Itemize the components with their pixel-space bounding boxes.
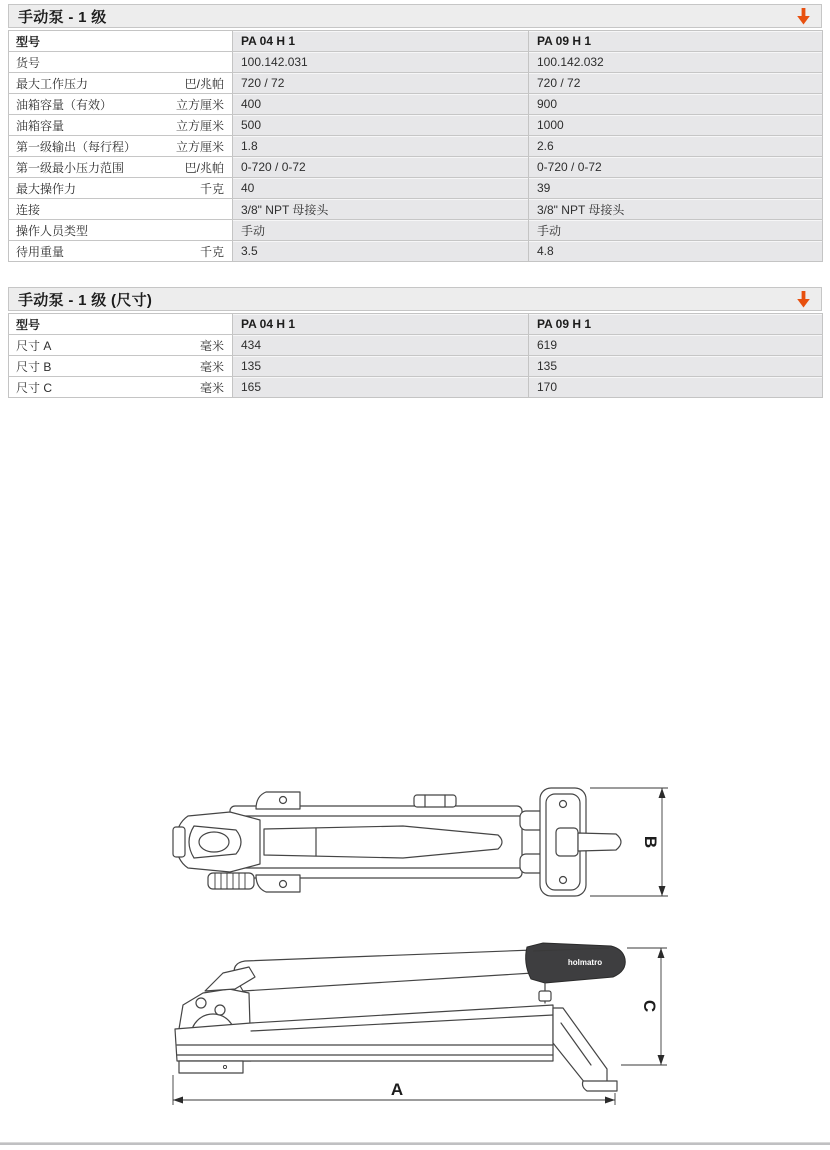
page-bottom-rule (0, 1142, 830, 1145)
table-row (9, 157, 823, 178)
section-header (8, 4, 822, 28)
table-header-row (9, 314, 823, 335)
row-value: 1.8 (233, 136, 529, 157)
row-label: 货号 (16, 55, 41, 70)
row-label: 连接 (16, 202, 41, 217)
dimension-c-label: C (640, 999, 659, 1013)
row-unit: 千克 (199, 244, 224, 259)
table-row (9, 73, 823, 94)
dimensions-table-section (8, 287, 822, 398)
row-label: 油箱容量 (16, 118, 65, 133)
row-label: 尺寸 B (16, 359, 52, 374)
section-title: 手动泵 - 1 级 (18, 8, 107, 26)
row-value: 3.5 (233, 241, 529, 262)
row-value: 手动 (529, 220, 823, 241)
brand-label: holmatro (567, 958, 603, 967)
table-row (9, 356, 823, 377)
pump-side-view-drawing (165, 933, 685, 1123)
row-unit: 毫米 (199, 338, 224, 353)
row-value: 3/8" NPT 母接头 (233, 199, 529, 220)
column-header-pa04: PA 04 H 1 (233, 31, 529, 52)
row-value: 500 (233, 115, 529, 136)
row-value: 0-720 / 0-72 (233, 157, 529, 178)
row-label: 尺寸 A (16, 338, 52, 353)
row-value: 4.8 (529, 241, 823, 262)
row-label: 第一级最小压力范围 (16, 160, 125, 175)
row-value: 3/8" NPT 母接头 (529, 199, 823, 220)
row-unit: 巴/兆帕 (184, 76, 224, 91)
download-arrow-icon[interactable] (796, 7, 811, 26)
row-value: 165 (233, 377, 529, 398)
spec-table (8, 30, 823, 262)
row-unit: 毫米 (199, 380, 224, 395)
table-row (9, 335, 823, 356)
table-row (9, 220, 823, 241)
dimension-a-label: A (390, 1080, 404, 1099)
table-row (9, 52, 823, 73)
row-value: 434 (233, 335, 529, 356)
section-title: 手动泵 - 1 级 (尺寸) (18, 291, 153, 309)
row-unit: 毫米 (199, 359, 224, 374)
row-unit: 立方厘米 (175, 139, 224, 154)
table-row (9, 136, 823, 157)
dimension-b-label: B (641, 835, 660, 849)
table-row (9, 377, 823, 398)
row-value: 39 (529, 178, 823, 199)
column-header-pa09: PA 09 H 1 (529, 314, 823, 335)
row-value: 2.6 (529, 136, 823, 157)
row-value: 100.142.032 (529, 52, 823, 73)
row-unit: 立方厘米 (175, 118, 224, 133)
row-value: 400 (233, 94, 529, 115)
spec-table-section (8, 4, 822, 262)
row-value: 135 (529, 356, 823, 377)
row-label: 第一级输出（每行程） (16, 139, 137, 154)
table-header-row (9, 31, 823, 52)
row-value: 0-720 / 0-72 (529, 157, 823, 178)
download-arrow-icon[interactable] (796, 290, 811, 309)
model-header: 型号 (9, 314, 233, 335)
pump-top-view-drawing (168, 782, 673, 909)
row-value: 720 / 72 (233, 73, 529, 94)
table-row (9, 199, 823, 220)
model-header: 型号 (9, 31, 233, 52)
row-label: 油箱容量（有效） (16, 97, 113, 112)
table-row (9, 115, 823, 136)
row-label: 最大工作压力 (16, 76, 89, 91)
row-label: 最大操作力 (16, 181, 77, 196)
row-unit: 立方厘米 (175, 97, 224, 112)
column-header-pa04: PA 04 H 1 (233, 314, 529, 335)
column-header-pa09: PA 09 H 1 (529, 31, 823, 52)
row-label: 待用重量 (16, 244, 65, 259)
row-value: 1000 (529, 115, 823, 136)
row-value: 619 (529, 335, 823, 356)
row-value: 720 / 72 (529, 73, 823, 94)
row-value: 170 (529, 377, 823, 398)
row-value: 100.142.031 (233, 52, 529, 73)
row-value: 900 (529, 94, 823, 115)
dimensions-table (8, 313, 823, 398)
row-unit: 巴/兆帕 (184, 160, 224, 175)
table-row (9, 178, 823, 199)
row-label: 尺寸 C (16, 380, 53, 395)
row-value: 135 (233, 356, 529, 377)
table-row (9, 241, 823, 262)
row-label: 操作人员类型 (16, 223, 89, 238)
row-unit: 千克 (199, 181, 224, 196)
row-value: 手动 (233, 220, 529, 241)
table-row (9, 94, 823, 115)
section-header (8, 287, 822, 311)
row-value: 40 (233, 178, 529, 199)
